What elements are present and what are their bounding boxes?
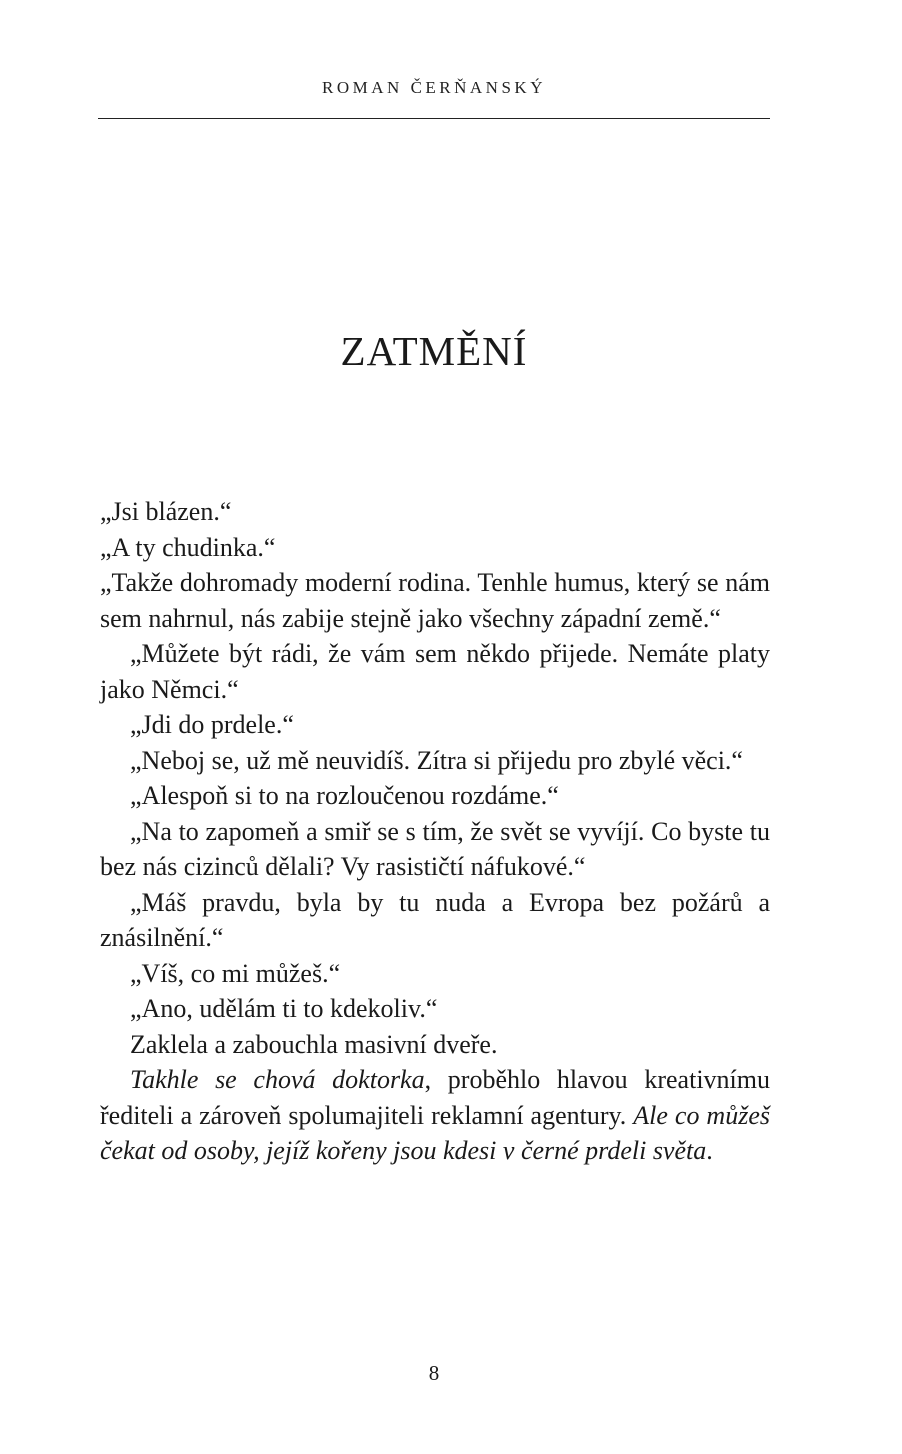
header-rule	[98, 118, 770, 119]
paragraph: „A ty chudinka.“	[100, 532, 276, 562]
narration-text: , proběhlo hlavou kreativnímu řediteli a zároveň spolumajiteli reklamní agentury.	[100, 1065, 770, 1130]
paragraph: „Máš pravdu, byla by tu nuda a Evropa bez požárů a znásilnění.“	[100, 887, 770, 952]
body-text	[100, 494, 770, 1169]
inner-thought-text: Ale co můžeš čekat od osoby, jejíž kořeny jsou kdesi v černé prdeli světa	[100, 1100, 770, 1165]
paragraph: „Takže dohromady moderní rodina. Tenhle humus, který se nám sem nahrnul, nás zabije stejně jako všechny západní země.“	[100, 568, 770, 633]
paragraph: „Na to zapomeň a smiř se s tím, že svět se vyvíjí. Co byste tu bez nás cizinců dělali? Vy rasističtí náfukové.“	[100, 816, 770, 881]
page-number: 8	[428, 1361, 440, 1385]
paragraph: „Neboj se, už mě neuvidíš. Zítra si přijedu pro zbylé věci.“	[130, 745, 743, 775]
final-paragraph	[100, 1062, 770, 1169]
paragraph: „Můžete být rádi, že vám sem někdo přijede. Nemáte platy jako Němci.“	[100, 639, 770, 704]
chapter-title: ZATMĚNÍ	[340, 328, 528, 374]
inner-thought-text: Takhle se chová doktorka	[130, 1065, 425, 1094]
paragraph: „Jdi do prdele.“	[130, 710, 294, 739]
paragraph: „Jsi blázen.“	[100, 497, 232, 526]
narration-text: .	[706, 1136, 713, 1165]
paragraph: Zaklela a zabouchla masivní dveře.	[130, 1029, 498, 1059]
paragraph: „Alespoň si to na rozloučenou rozdáme.“	[130, 781, 559, 810]
paragraph: „Ano, udělám ti to kdekoliv.“	[130, 994, 438, 1023]
paragraph: „Víš, co mi můžeš.“	[130, 958, 341, 988]
running-head: ROMAN ČERŇANSKÝ	[322, 78, 546, 97]
